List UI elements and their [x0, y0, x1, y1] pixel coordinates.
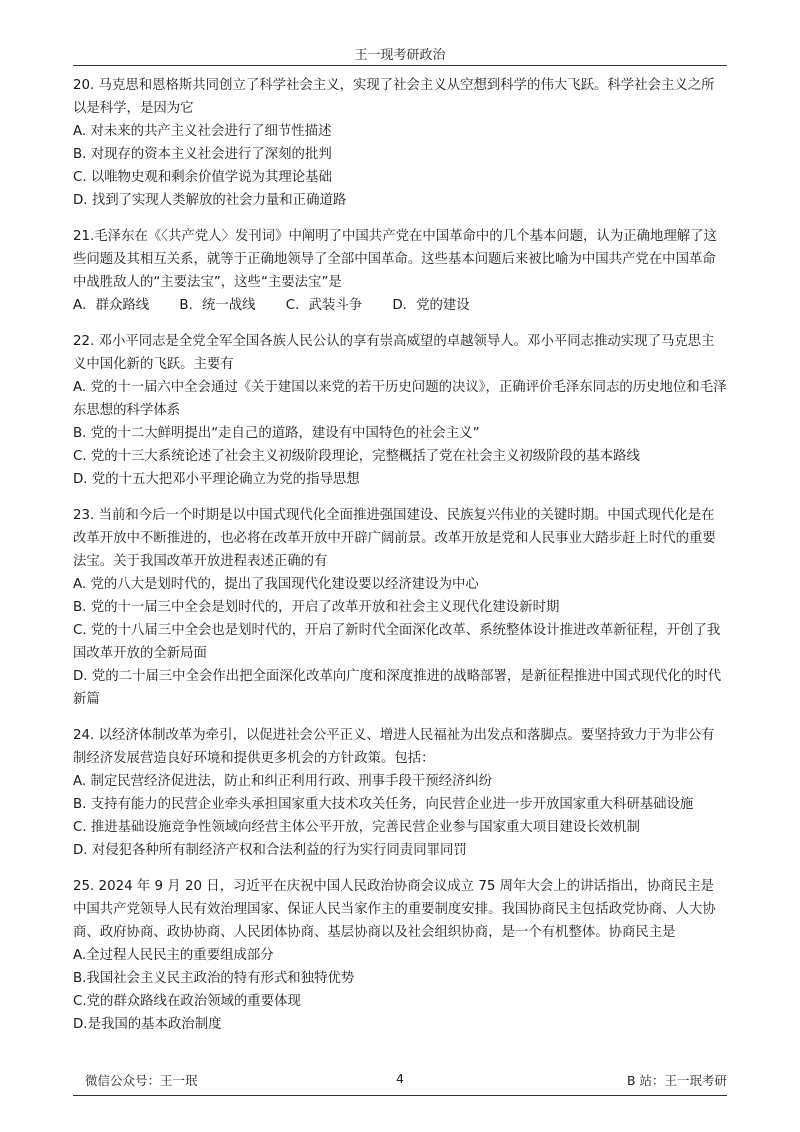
option-a: A.全过程人民民主的重要组成部分	[73, 948, 274, 963]
option-b: B. 党的十一届三中全会是划时代的，开启了改革开放和社会主义现代化建设新时期	[73, 600, 560, 615]
question-24	[73, 724, 727, 862]
question-stem: 20. 马克思和恩格斯共同创立了科学社会主义，实现了社会主义从空想到科学的伟大飞跃。科学社会主义之所以是科学，是因为它	[73, 78, 715, 116]
option-a: A．群众路线	[73, 298, 150, 313]
header-divider	[73, 65, 727, 66]
question-stem: 21.毛泽东在《〈共产党人〉发刊词》中阐明了中国共产党在中国革命中的几个基本问题，认为正确地理解了这些问题及其相互关系，就等于正确地领导了全部中国革命。这些基本问题后来被比喻为中国共产党在中国革命中战胜敌人的“主要法宝”，这些“主要法宝”是	[73, 229, 717, 290]
question-stem: 24. 以经济体制改革为牵引，以促进社会公平正义、增进人民福祉为出发点和落脚点。要坚持致力于为非公有制经济发展营造良好环境和提供更多机会的方针政策。包括：	[73, 728, 715, 766]
option-d: D. 党的二十届三中全会作出把全面深化改革向广度和深度推进的战略部署，是新征程推进中国式现代化的时代新篇	[73, 669, 722, 707]
question-stem: 25. 2024 年 9 月 20 日，习近平在庆祝中国人民政治协商会议成立 75 周年大会上的讲话指出，协商民主是中国共产党领导人民有效治理国家、保证人民当家作主的重要制度安排。我国协商民主包括政党协商、人大协商、政府协商、政协协商、人民团体协商、基层协商以及社会组织协商，是一个有机整体。协商民主是	[73, 879, 716, 940]
option-c: C．武装斗争	[285, 298, 363, 313]
option-c: C. 党的十八届三中全会也是划时代的，开启了新时代全面深化改革、系统整体设计推进改革新征程，开创了我国改革开放的全新局面	[73, 623, 721, 661]
question-23	[73, 504, 727, 711]
option-d: D. 找到了实现人类解放的社会力量和正确道路	[73, 193, 347, 208]
option-d: D．党的建设	[392, 298, 470, 313]
question-25	[73, 875, 727, 1036]
option-b: B. 对现存的资本主义社会进行了深刻的批判	[73, 147, 332, 162]
footer-bilibili: B 站：王一珉考研	[626, 1073, 727, 1088]
option-c: C. 推进基础设施竞争性领域向经营主体公平开放，完善民营企业参与国家重大项目建设长效机制	[73, 820, 640, 835]
option-d: D.是我国的基本政治制度	[73, 1017, 222, 1032]
question-22	[73, 330, 727, 491]
option-c: C.党的群众路线在政治领域的重要体现	[73, 994, 301, 1009]
option-d: D. 对侵犯各种所有制经济产权和合法利益的行为实行同责同罪同罚	[73, 843, 467, 858]
option-c: C. 党的十三大系统论述了社会主义初级阶段理论，完整概括了党在社会主义初级阶段的基本路线	[73, 449, 640, 464]
option-a: A. 对未来的共产主义社会进行了细节性描述	[73, 124, 332, 139]
page-number: 4	[396, 1071, 404, 1086]
question-list	[73, 74, 727, 1049]
page-header: 王一现考研政治	[354, 48, 446, 63]
option-b: B. 支持有能力的民营企业牵头承担国家重大技术攻关任务，向民营企业进一步开放国家重大科研基础设施	[73, 797, 694, 812]
option-b: B.我国社会主义民主政治的特有形式和独特优势	[73, 971, 355, 986]
question-21	[73, 225, 727, 317]
option-d: D. 党的十五大把邓小平理论确立为党的指导思想	[73, 472, 360, 487]
option-a: A. 党的八大是划时代的，提出了我国现代化建设要以经济建设为中心	[73, 577, 479, 592]
option-b: B．统一战线	[179, 298, 256, 313]
question-stem: 23. 当前和今后一个时期是以中国式现代化全面推进强国建设、民族复兴伟业的关键时期。中国式现代化是在改革开放中不断推进的，也必将在改革开放中开辟广阔前景。改革开放是党和人民事业大踏步赶上时代的重要法宝。关于我国改革开放进程表述正确的有	[73, 508, 716, 569]
option-c: C. 以唯物史观和剩余价值学说为其理论基础	[73, 170, 332, 185]
question-20	[73, 74, 727, 212]
option-b: B. 党的十二大鲜明提出“走自己的道路，建设有中国特色的社会主义”	[73, 426, 480, 441]
question-stem: 22. 邓小平同志是全党全军全国各族人民公认的享有崇高威望的卓越领导人。邓小平同志推动实现了马克思主义中国化新的飞跃。主要有	[73, 334, 715, 372]
inline-options	[73, 294, 727, 317]
footer-wechat: 微信公众号：王一珉	[85, 1073, 198, 1088]
footer-divider	[73, 1095, 727, 1096]
option-a: A. 党的十一届六中全会通过《关于建国以来党的若干历史问题的决议》，正确评价毛泽东同志的历史地位和毛泽东思想的科学体系	[73, 380, 727, 418]
option-a: A. 制定民营经济促进法，防止和纠正利用行政、刑事手段干预经济纠纷	[73, 774, 493, 789]
